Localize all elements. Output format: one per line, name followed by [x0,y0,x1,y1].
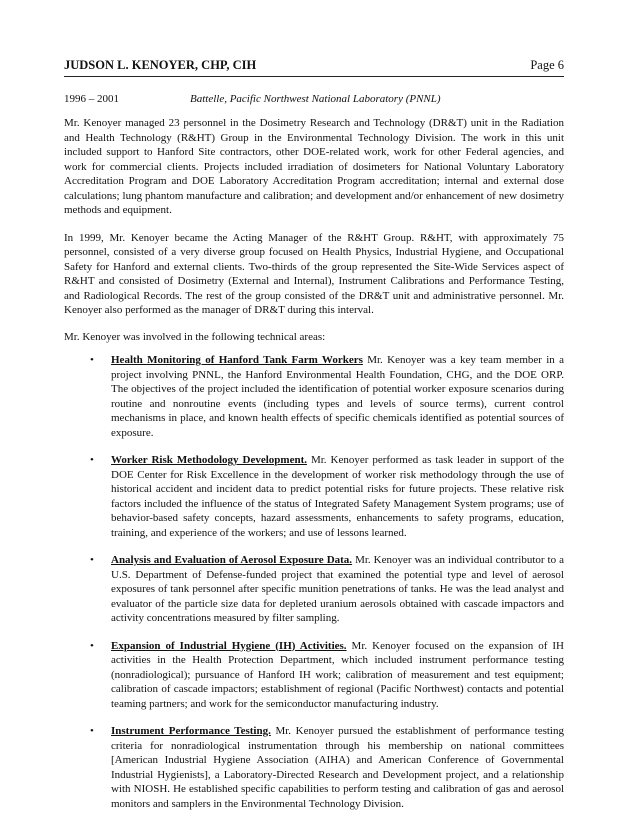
bullet-icon: • [90,354,94,366]
bullet-icon: • [90,554,94,566]
position-dates: 1996 – 2001 [64,93,119,105]
area-title: Health Monitoring of Hanford Tank Farm Workers [111,354,363,366]
header-name: JUDSON L. KENOYER, CHP, CIH [64,58,257,72]
position-row [64,92,564,107]
paragraph-dosimetry-unit: Mr. Kenoyer managed 23 personnel in the Dosimetry Research and Technology (DR&T) unit in the Radiation and Health Technology (R&HT) Group in the Environmental Technology Division. The work in this unit included support to Hanford Site contractors, other DOE-related work, work for other Federal agencies, and work for commercial clients. Projects included irradiation of dosimeters for National Voluntary Laboratory Accreditation Program and DOE Laboratory Accreditation Program accreditation; internal and external dose calculations; lung phantom manufacture and calibration; and development and/or enhancement of new dosimetry methods and equipment. [64,117,564,216]
bullet-icon: • [90,725,94,737]
paragraph-acting-manager: In 1999, Mr. Kenoyer became the Acting Manager of the R&HT Group. R&HT, with approximately 75 personnel, consisted of a very diverse group focused on Health Physics, Industrial Hygiene, and Occupational Safety for Hanford and external clients. Two-thirds of the group represented the Site-Wide Services aspect of R&HT and consisted of Dosimetry (External and Internal), Instrument Calibrations and Performance Testing, and Radiological Records. The rest of the group consisted of the DR&T unit and administrative personnel. Mr. Kenoyer also performed as the manager of DR&T during this interval. [64,231,564,316]
list-item [64,724,564,811]
area-title: Instrument Performance Testing. [111,725,271,737]
bullet-icon: • [90,639,94,652]
area-text: Mr. Kenoyer was an individual contributor to a U.S. Department of Defense-funded project that examined the potential type and level of aerosol exposures of tank personnel after specific munition penetrations of tanks. He was the lead analyst and evaluator of the particle size data for depleted uranium aerosols obtained with cascade impactors and activity concentrations measured by filter sampling. [111,554,565,624]
list-item [64,553,564,626]
area-title: Expansion of Industrial Hygiene (IH) Activities. [111,639,347,652]
paragraph-technical-areas-intro: Mr. Kenoyer was involved in the following technical areas: [64,330,326,343]
area-text: Mr. Kenoyer performed as task leader in support of the DOE Center for Risk Excellence in the development of worker risk methodology through the use of historical accident and incident data to predict potential risks for future projects. These relative risk factors included the influence of the status of Integrated Safety Management System programs; use of behavior-based safety concepts, hazard assessments, enhancements to safety programs, education, training, and experience of the workers; and use of lessons learned. [111,454,564,539]
document-body [64,92,564,824]
list-item [64,353,564,440]
list-item [64,453,564,540]
header-rule [64,76,564,77]
list-item [64,639,564,712]
area-text: Mr. Kenoyer was a key team member in a project involving PNNL, the Hanford Environmental Health Foundation, CHG, and the DOE ORP. The objectives of the project included the identification of potential worker exposure scenarios during routine and nonroutine events (including types and levels of source terms), current control mechanisms in place, and known health effects of specific chemicals identified as potential sources of exposure. [111,354,565,439]
area-text: Mr. Kenoyer pursued the establishment of performance testing criteria for nonradiological instrumentation through his membership on national committees [American Industrial Hygiene Association (AIHA) and American Conference of Governmental Industrial Hygienists], a Laboratory-Directed Research and Development project, and a relationship with NIOSH. He established specific capabilities to perform testing and calibration of gas and aerosol monitors and samplers in the Environmental Technology Division. [111,725,564,810]
page-number: Page 6 [530,58,564,72]
area-title: Worker Risk Methodology Development. [111,454,307,466]
position-employer: Battelle, Pacific Northwest National Laboratory (PNNL) [190,93,441,105]
technical-areas-list [64,353,564,811]
bullet-icon: • [90,454,94,466]
area-text: Mr. Kenoyer focused on the expansion of IH activities in the Health Protection Department, which included instrument performance testing (nonradiological); pursuance of Hanford IH work; calibration of measurement and test equipment; calibration of cascade impactors; establishment of regional (Pacific Northwest) contacts and potential teaming partners; and work for the semiconductor manufacturing industry. [111,639,565,710]
area-title: Analysis and Evaluation of Aerosol Exposure Data. [111,554,353,566]
